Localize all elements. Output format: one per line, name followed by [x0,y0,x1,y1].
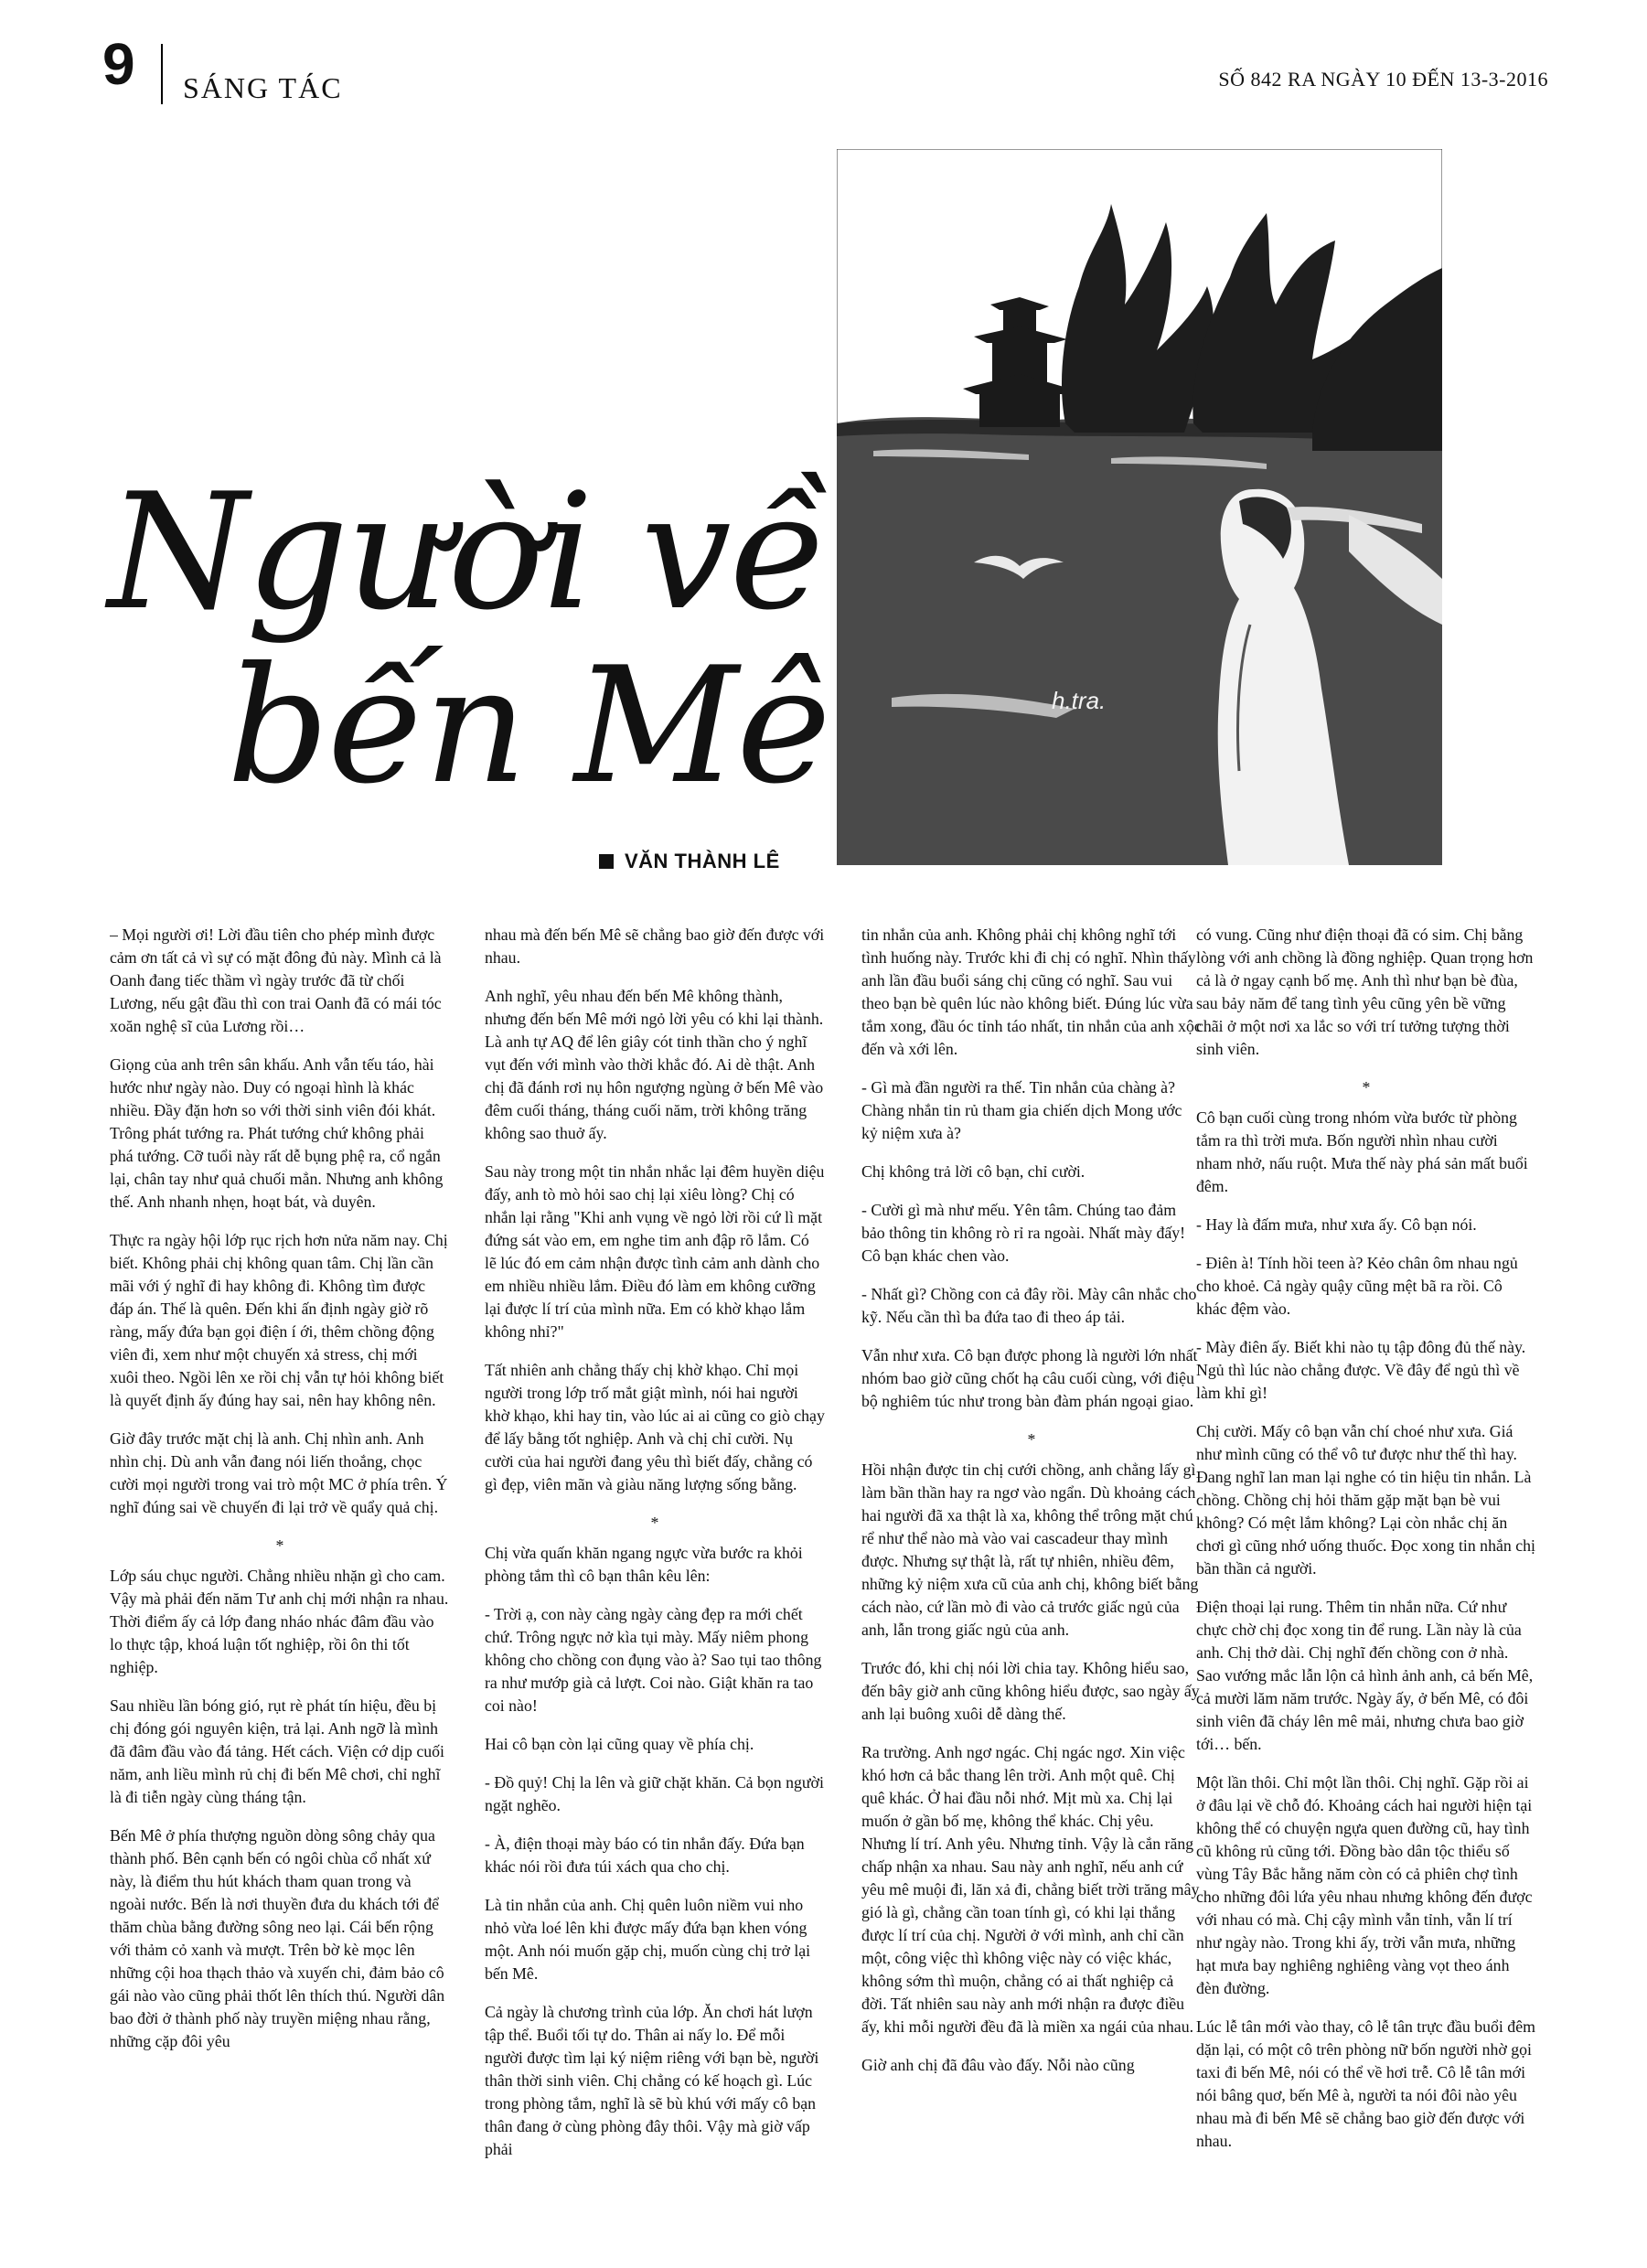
paragraph: - Đồ quỷ! Chị la lên và giữ chặt khăn. Cả bọn người ngặt nghẽo. [485,1773,824,1814]
article-body [110,924,1545,2222]
section-break-star: * [1362,1078,1371,1097]
paragraph: Là tin nhắn của anh. Chị quên luôn niềm vui nho nhỏ vừa loé lên khi được mấy đứa bạn khen vóng một. Anh nói muốn gặp chị, muốn cùng chị trở lại bến Mê. [485,1896,811,1983]
paragraph: Ra trường. Anh ngơ ngác. Chị ngác ngơ. Xin việc khó hơn cả bắc thang lên trời. Anh một quê. Chị quê khác. Ở hai đầu nỗi nhớ. Mịt mù xa. Chị lại muốn ở gần bố mẹ, không thể khác. Chị yêu. Nhưng lí trí. Anh yêu. Nhưng tỉnh. Vậy là cắn răng chấp nhận xa nhau. Sau này anh nghĩ, nếu anh cứ yêu mê muội đi, lăn xả đi, chẳng biết trời trăng mây gió là gì, chẳng cần toan tính gì, có khi lại thắng được lí trí của chị. Người ở với mình, anh chỉ cần một, công việc thì không việc này có việc khác, không sớm thì muộn, chẳng có ai thất nghiệp cả đời. Tất nhiên sau này anh mới nhận ra được điều ấy, khi mỗi người đều đã là miền xa ngái của nhau. [861,1743,1200,2036]
paragraph: Chị không trả lời cô bạn, chỉ cười. [861,1162,1086,1181]
artist-signature: h.tra. [1052,687,1107,714]
paragraph: Cô bạn cuối cùng trong nhóm vừa bước từ phòng tắm ra thì trời mưa. Bốn người nhìn nhau cười nham nhở, nấu ruột. Mưa thế này phá sản mất buổi đêm. [1196,1108,1528,1195]
article-column-4 [1196,924,1536,2222]
section-break-star: * [1027,1430,1036,1449]
paragraph: Tất nhiên anh chẳng thấy chị khờ khạo. Chỉ mọi người trong lớp trố mắt giật mình, nói hai người khờ khạo, khi hay tin, vào lúc ai ai cũng co giò chạy để lấy bằng tốt nghiệp. Anh và chị chỉ cười. Nụ cười của hai người đang yêu thì biết đấy, chẳng có gì đẹp, viên mãn và giàu năng lượng sống bằng. [485,1361,825,1493]
article-column-1 [110,924,450,2222]
paragraph: Giờ đây trước mặt chị là anh. Chị nhìn anh. Anh nhìn chị. Dù anh vẫn đang nói liến thoắng, chọc cười mọi người trong vai trò một MC ở phía trên. Ý nghĩ đúng sai về chuyến đi lại trở về quẩy quả chị. [110,1429,448,1516]
paragraph: Điện thoại lại rung. Thêm tin nhắn nữa. Cứ như chực chờ chị đọc xong tin để rung. Lần này là của anh. Chị thở dài. Chị nghĩ đến chồng con ở nhà. Sao vướng mắc lẫn lộn cả hình ảnh anh, cả bến Mê, cả mười lăm năm trước. Ngày ấy, ở bến Mê, có đôi sinh viên đã cháy lên mê mải, nhưng chưa bao giờ tới… bến. [1196,1598,1534,1753]
paragraph: Giọng của anh trên sân khấu. Anh vẫn tếu táo, hài hước như ngày nào. Duy có ngoại hình là khác nhiều. Đầy đặn hơn so với thời sinh viên đói khát. Trông phát tướng ra. Phát tướng chứ không phải phá tướng. Cỡ tuổi này rất dễ bụng phệ ra, cổ ngắn lại, chân tay như quả chuối mẳn. Nhưng anh không thế. Anh nhanh nhẹn, hoạt bát, và duyên. [110,1055,444,1211]
article-column-2 [485,924,825,2222]
paragraph: Một lần thôi. Chỉ một lần thôi. Chị nghĩ. Gặp rồi ai ở đâu lại về chỗ đó. Khoảng cách hai người hiện tại không thể có chuyện ngựa quen đường cũ, hay tình cũ không rủ cũng tới. Đồng bào dân tộc thiểu số vùng Tây Bắc hằng năm còn có cả phiên chợ tình cho những đôi lứa yêu nhau nhưng không đến được với nhau có mà. Chị cậy mình vẫn tỉnh, vẫn lí trí như ngày nào. Trong khi ấy, trời vẫn mưa, những hạt mưa bay nghiêng nghiêng vàng vọt theo ánh đèn đường. [1196,1773,1533,1997]
paragraph: Trước đó, khi chị nói lời chia tay. Không hiểu sao, đến bây giờ anh cũng không hiểu được, sao ngày ấy anh lại buông xuôi dễ dàng thế. [861,1659,1200,1723]
article-title [108,460,840,819]
section-name: SÁNG TÁC [183,71,343,104]
issue-date: SỐ 842 RA NGÀY 10 ĐẾN 13-3-2016 [1218,68,1548,91]
article-column-3 [861,924,1202,2222]
paragraph: tin nhắn của anh. Không phải chị không nghĩ tới tình huống này. Trước khi đi chị có nghĩ. Nhìn thấy anh lần đầu buổi sáng chị cũng có nghĩ. Sau vui theo bạn bè quên lúc nào không biết. Đúng lúc vừa tắm xong, đầu óc tỉnh táo nhất, tin nhắn của anh xộc đến và xới lên. [861,925,1202,1058]
title-line-2: bến Mê [227,634,829,819]
page-number: 9 [102,31,135,97]
paragraph: - Mày điên ấy. Biết khi nào tụ tập đông đủ thế này. Ngủ thì lúc nào chẳng được. Về đây để ngủ thì về làm khỉ gì! [1196,1338,1526,1402]
paragraph: - Hay là đấm mưa, như xưa ấy. Cô bạn nói. [1196,1215,1477,1234]
paragraph: nhau mà đến bến Mê sẽ chẳng bao giờ đến được với nhau. [485,925,825,967]
paragraph: Thực ra ngày hội lớp rục rịch hơn nửa năm nay. Chị biết. Không phải chị không quan tâm. Chị lần cần mãi với ý nghĩ đi hay không đi. Không tìm được đáp án. Thế là quên. Đến khi ấn định ngày giờ rõ ràng, mấy đứa bạn gọi điện í ới, thêm chồng động viên đi, xem như một chuyến xả stress, chị mới xuôi theo. Ngồi lên xe rồi chị vẫn tự hỏi không biết là quyết định ấy đúng hay sai, nên hay không nên. [110,1231,448,1409]
paragraph: Vẫn như xưa. Cô bạn được phong là người lớn nhất nhóm bao giờ cũng chốt hạ câu cuối cùng, với điệu bộ nghiêm túc như trong bàn đàm phán ngoại giao. [861,1346,1198,1410]
author-byline [599,850,780,873]
paragraph: Cả ngày là chương trình của lớp. Ăn chơi hát lượn tập thể. Buổi tối tự do. Thân ai nấy lo. Để mỗi người được tìm lại ký niệm riêng với bạn bè, người thân thời sinh viên. Chị chẳng có kế hoạch gì. Lúc trong phòng tắm, nghĩ là sẽ bù khú với mấy cô bạn thân đang ở cùng phòng đây thôi. Vậy mà giờ vấp phải [485,2003,819,2158]
paragraph: - Điên à! Tính hồi teen à? Kẻo chân ôm nhau ngủ cho khoẻ. Cả ngày quậy cũng mệt bã ra rồi. Cô khác đệm vào. [1196,1254,1518,1318]
paragraph: Bến Mê ở phía thượng nguồn dòng sông chảy qua thành phố. Bên cạnh bến có ngôi chùa cổ nhất xứ này, là điểm thu hút khách tham quan trong và ngoài nước. Bến là nơi thuyền đưa du khách tới để thăm chùa bằng đường sông neo lại. Cái bến rộng với thảm cỏ xanh và mượt. Trên bờ kè mọc lên những cội hoa thạch thảo và xuyến chi, đảm bảo cô gái nào vào cũng phải thốt lên thích thú. Người dân bao đời ở thành phố này truyền miệng nhau rằng, những cặp đôi yêu [110,1826,445,2050]
paragraph: Lúc lễ tân mới vào thay, cô lễ tân trực đầu buổi đêm dặn lại, có một cô trên phòng nữ bốn người nhờ gọi taxi đi bến Mê, nói có thể về hơi trễ. Cô lễ tân mới nói bâng quơ, bến Mê à, người ta nói đôi nào yêu nhau mà đi bến Mê sẽ chẳng bao giờ đến được với nhau. [1196,2017,1535,2150]
paragraph: Sau nhiều lần bóng gió, rụt rè phát tín hiệu, đều bị chị đóng gói nguyên kiện, trả lại. Anh ngỡ là mình đã đâm đầu vào đá tảng. Hết cách. Viện cớ dịp cuối năm, anh liều mình rủ chị đi bến Mê chơi, chỉ nghĩ là đi tiễn ngày cùng tháng tận. [110,1696,444,1806]
paragraph: Lớp sáu chục người. Chẳng nhiều nhặn gì cho cam. Vậy mà phải đến năm Tư anh chị mới nhận ra nhau. Thời điểm ấy cả lớp đang nháo nhác đâm đầu vào lo thực tập, khoá luận tốt nghiệp, rồi ôn thi tốt nghiệp. [110,1567,449,1676]
paragraph: Chị vừa quấn khăn ngang ngực vừa bước ra khỏi phòng tắm thì cô bạn thân kêu lên: [485,1544,803,1585]
paragraph: - À, điện thoại mày báo có tin nhắn đấy. Đứa bạn khác nói rồi đưa túi xách qua cho chị. [485,1835,805,1876]
paragraph: - Trời ạ, con này càng ngày càng đẹp ra mới chết chứ. Trông ngực nở kìa tụi mày. Mấy niêm phong không cho chồng con đụng vào à? Sao tụi tao thông ra như mướp già cả lượt. Coi nào. Giật khăn ra tao coi nào! [485,1605,822,1715]
square-bullet-icon [599,854,614,869]
paragraph: Hai cô bạn còn lại cũng quay về phía chị. [485,1735,754,1753]
illustration [837,149,1442,865]
paragraph: Chị cười. Mấy cô bạn vẫn chí choé như xưa. Giá như mình cũng có thể vô tư được như thế thì hay. Đang nghĩ lan man lại nghe có tin hiệu tin nhắn. Là chồng. Chồng chị hỏi thăm gặp mặt bạn bè vui không? Có mệt lắm không? Lại còn nhắc chị ăn chơi gì cũng nhớ uống thuốc. Đọc xong tin nhắn chị bần thần cả người. [1196,1422,1535,1578]
author-name: VĂN THÀNH LÊ [625,850,780,872]
paragraph: Sau này trong một tin nhắn nhắc lại đêm huyền diệu đấy, anh tò mò hỏi sao chị lại xiêu lòng? Chị có nhắn lại rằng "Khi anh vụng về ngỏ lời rồi cứ lì mặt đứng sát vào em, em nghe tim anh đập rõ lắm. Có lẽ lúc đó em cảm nhận được tình cảm anh dành cho em nhiều nhiều lắm. Điều đó làm em không cưỡng lại được lí trí của mình nữa. Em có khờ khạo lắm không nhỉ?" [485,1162,825,1341]
section-break-star: * [650,1514,659,1532]
paragraph: có vung. Cũng như điện thoại đã có sim. Chị bằng lòng với anh chồng là đồng nghiệp. Quan trọng hơn cả là ở ngay cạnh bố mẹ. Anh thì như bạn bè đùa, sau bảy năm để tang tình yêu cũng yên bề vững chãi ở một nơi xa lắc so với trí tưởng tượng thời sinh viên. [1196,925,1534,1058]
title-line-1: Người về [108,460,827,646]
paragraph: – Mọi người ơi! Lời đầu tiên cho phép mình được cảm ơn tất cả vì sự có mặt đông đủ này. Mình cả là Oanh đang tiếc thầm vì ngày trước đã từ chối Lương, nếu gật đầu thì con trai Oanh đã có mái tóc xoăn nghệ sĩ của Lương rồi… [110,925,442,1035]
paragraph: Giờ anh chị đã đâu vào đấy. Nỗi nào cũng [861,2056,1135,2074]
paragraph: Hồi nhận được tin chị cưới chồng, anh chẳng lấy gì làm bần thần hay ra ngơ vào ngẩn. Dù khoảng cách hai người đã xa thật là xa, không thể trông mặt chú rể như thể nào mà vào vai cascadeur thay mình được. Nhưng sự thật là, rất tự nhiên, nhiều đêm, những kỷ niệm xưa cũ của anh chị, không biết bằng cách nào, cứ lần mò đi vào cả trước giấc ngủ của anh, lẫn trong giấc ngủ của anh. [861,1460,1199,1639]
paragraph: - Cười gì mà như mếu. Yên tâm. Chúng tao đảm bảo thông tin không rò rỉ ra ngoài. Nhất mày đấy! Cô bạn khác chen vào. [861,1201,1186,1265]
paragraph: Anh nghĩ, yêu nhau đến bến Mê không thành, nhưng đến bến Mê mới ngỏ lời yêu có khi lại thành. Là anh tự AQ để lên giây cót tinh thần cho ý nghĩ vụt đến với mình vào thời khắc đó. Ai dè thật. Anh chị đã đánh rơi nụ hôn ngượng ngùng ở bến Mê vào đêm cuối tháng, tháng cuối năm, trời không trăng không sao thuở ấy. [485,987,824,1142]
paragraph: - Nhất gì? Chồng con cả đây rồi. Mày cân nhắc cho kỹ. Nếu cần thì ba đứa tao đi theo áp tải. [861,1285,1197,1326]
paragraph: - Gì mà đần người ra thế. Tin nhắn của chàng à? Chàng nhắn tin rủ tham gia chiến dịch Mong ước kỷ niệm xưa à? [861,1078,1182,1142]
header-divider [161,44,163,104]
section-break-star: * [275,1536,284,1555]
